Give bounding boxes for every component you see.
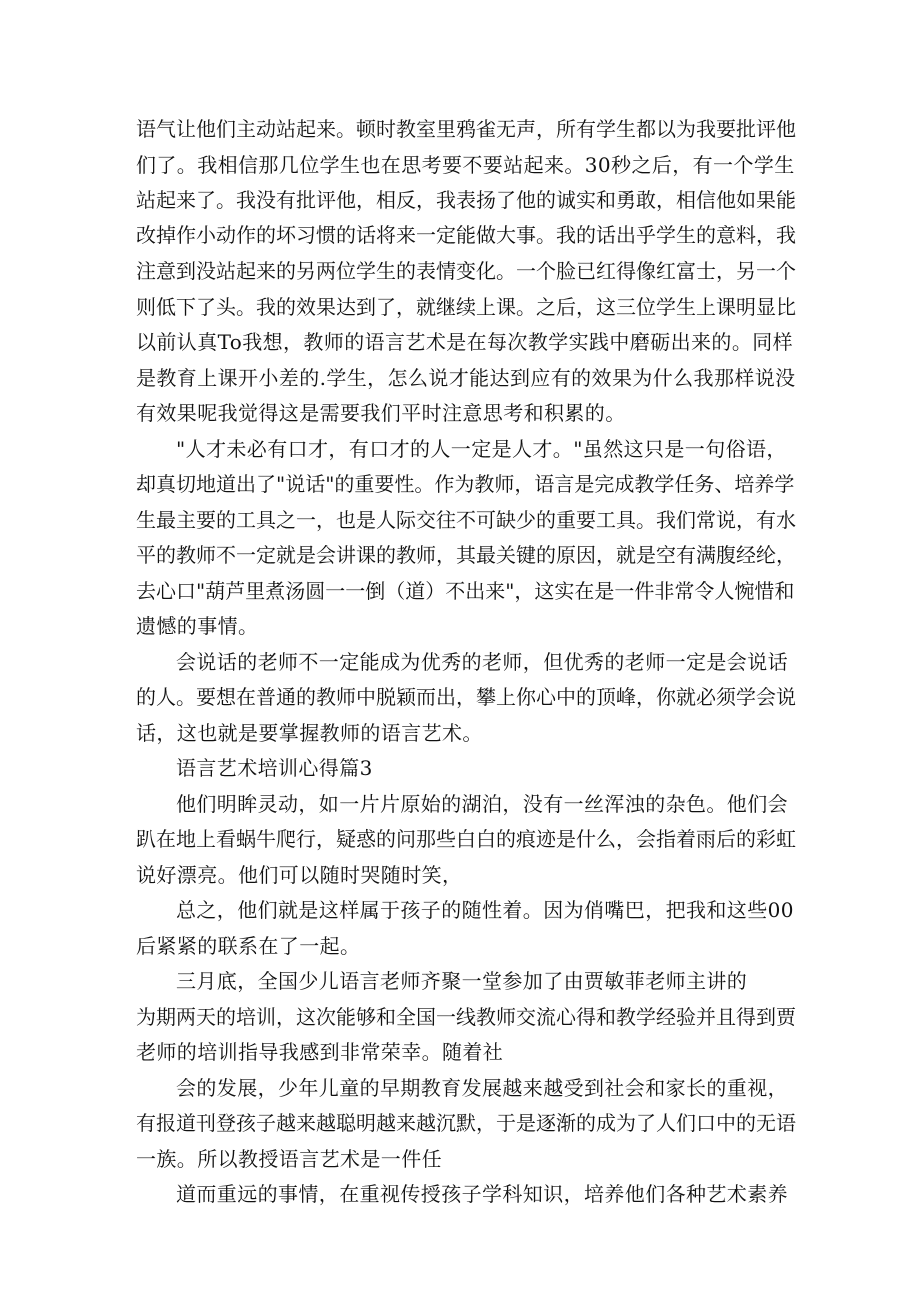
paragraph-4-line-1: 他们明眸灵动，如一片片原始的湖泊，没有一丝浑浊的杂色。他们会 [176,792,788,816]
paragraph-2-line-4: 平的教师不一定就是会讲课的教师，其最关键的原因，就是空有满腹经纶， [136,543,796,567]
paragraph-6-line-3: 老师的培训指导我感到非常荣幸。随着社 [136,1040,504,1064]
paragraph-2-line-5: 去心口"葫芦里煮汤圆一一倒（道）不出来"，这实在是一件非常令人惋惜和 [136,579,795,603]
paragraph-2-line-1: "人才未必有口才，有口才的人一定是人才。"虽然这只是一句俗语， [176,437,787,461]
paragraph-1-line-5: 注意到没站起来的另两位学生的表情变化。一个脸已红得像红富士，另一个 [136,259,796,283]
paragraph-1-line-6: 则低下了头。我的效果达到了，就继续上课。之后，这三位学生上课明显比 [136,295,796,319]
paragraph-8-line-1: 道而重远的事情，在重视传授孩子学科知识，培养他们各种艺术素养 [176,1182,788,1206]
paragraph-2-line-2: 却真切地道出了"说话"的重要性。作为教师，语言是完成教学任务、培养学 [136,472,795,496]
paragraph-5-line-2: 后紧紧的联系在了一起。 [136,934,361,958]
paragraph-3-line-2: 的人。要想在普通的教师中脱颖而出，攀上你心中的顶峰，你就必须学会说 [136,685,796,709]
paragraph-1-line-4: 改掉作小动作的坏习惯的话将来一定能做大事。我的话出乎学生的意料，我 [136,223,796,247]
paragraph-2-line-6: 遗憾的事情。 [136,614,259,638]
paragraph-7-line-2: 有报道刊登孩子越来越聪明越来越沉默，于是逐渐的成为了人们口中的无语 [136,1111,796,1135]
paragraph-3-line-1: 会说话的老师不一定能成为优秀的老师，但优秀的老师一定是会说话 [176,650,788,674]
paragraph-7-line-3: 一族。所以教授语言艺术是一件任 [136,1147,442,1171]
paragraph-6-line-1: 三月底，全国少儿语言老师齐聚一堂参加了由贾敏菲老师主讲的 [176,969,748,993]
paragraph-1-line-3: 站起来了。我没有批评他，相反，我表扬了他的诚实和勇敢，相信他如果能 [136,188,796,212]
paragraph-1-line-8: 是教育上课开小差的.学生，怎么说才能达到应有的效果为什么我那样说没 [136,366,796,390]
paragraph-2-line-3: 生最主要的工具之一，也是人际交往不可缺少的重要工具。我们常说，有水 [136,508,796,532]
paragraph-7-line-1: 会的发展，少年儿童的早期教育发展越来越受到社会和家长的重视， [176,1076,788,1100]
paragraph-1-line-9: 有效果呢我觉得这是需要我们平时注意思考和积累的。 [136,401,626,425]
paragraph-6-line-2: 为期两天的培训，这次能够和全国一线教师交流心得和教学经验并且得到贾 [136,1005,796,1029]
paragraph-4-line-3: 说好漂亮。他们可以随时哭随时笑， [136,863,463,887]
paragraph-1-line-7: 以前认真To我想，教师的语言艺术是在每次教学实践中磨砺出来的。同样 [136,330,794,354]
paragraph-4-line-2: 趴在地上看蜗牛爬行，疑惑的问那些白白的痕迹是什么，会指着雨后的彩虹 [136,827,796,851]
paragraph-1-line-2: 们了。我相信那几位学生也在思考要不要站起来。30秒之后，有一个学生 [136,153,795,177]
paragraph-1-line-1: 语气让他们主动站起来。顿时教室里鸦雀无声，所有学生都以为我要批评他 [136,117,796,141]
section-heading: 语言艺术培训心得篇3 [176,756,373,780]
paragraph-5-line-1: 总之，他们就是这样属于孩子的随性着。因为俏嘴巴，把我和这些00 [176,898,794,922]
paragraph-3-line-3: 话，这也就是要掌握教师的语言艺术。 [136,721,483,745]
